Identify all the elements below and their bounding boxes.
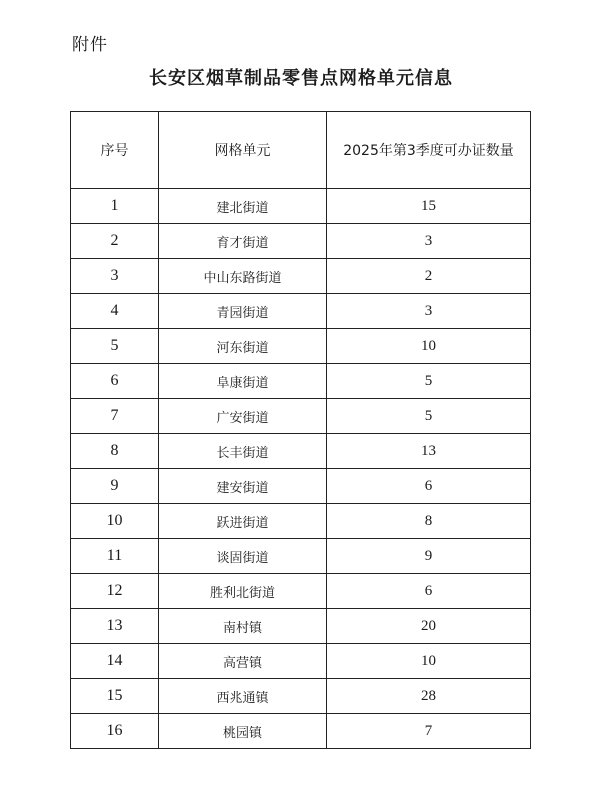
table-row [71,679,531,714]
row-quantity: 10 [327,329,531,364]
row-grid-unit: 胜利北街道 [159,574,327,609]
table-row [71,714,531,749]
row-index: 3 [71,259,159,294]
table-row [71,224,531,259]
row-index: 13 [71,609,159,644]
row-quantity: 28 [327,679,531,714]
row-quantity: 5 [327,399,531,434]
row-quantity: 13 [327,434,531,469]
row-grid-unit: 桃园镇 [159,714,327,749]
table-row [71,259,531,294]
table-row [71,364,531,399]
row-grid-unit: 建安街道 [159,469,327,504]
row-quantity: 7 [327,714,531,749]
row-quantity: 5 [327,364,531,399]
row-index: 14 [71,644,159,679]
row-index: 6 [71,364,159,399]
table-row [71,469,531,504]
table-row [71,434,531,469]
row-index: 5 [71,329,159,364]
table-row [71,539,531,574]
row-grid-unit: 高营镇 [159,644,327,679]
table-row [71,609,531,644]
table-header-row [71,112,531,189]
row-grid-unit: 阜康街道 [159,364,327,399]
row-quantity: 20 [327,609,531,644]
table-row [71,504,531,539]
row-quantity: 9 [327,539,531,574]
row-index: 2 [71,224,159,259]
table-row [71,399,531,434]
row-grid-unit: 育才街道 [159,224,327,259]
row-grid-unit: 谈固街道 [159,539,327,574]
row-index: 4 [71,294,159,329]
table-row [71,329,531,364]
row-index: 15 [71,679,159,714]
row-quantity: 3 [327,294,531,329]
row-grid-unit: 河东街道 [159,329,327,364]
table-row [71,574,531,609]
column-header-index: 序号 [71,112,159,189]
attachment-label: 附件 [72,35,108,55]
row-index: 9 [71,469,159,504]
row-index: 1 [71,189,159,224]
row-index: 7 [71,399,159,434]
row-grid-unit: 长丰街道 [159,434,327,469]
row-quantity: 6 [327,469,531,504]
row-quantity: 2 [327,259,531,294]
row-grid-unit: 西兆通镇 [159,679,327,714]
row-index: 16 [71,714,159,749]
table-row [71,189,531,224]
document-title: 长安区烟草制品零售点网格单元信息 [149,68,453,89]
row-grid-unit: 建北街道 [159,189,327,224]
row-grid-unit: 青园街道 [159,294,327,329]
grid-unit-table [70,111,531,749]
row-index: 8 [71,434,159,469]
row-quantity: 10 [327,644,531,679]
row-quantity: 6 [327,574,531,609]
row-index: 12 [71,574,159,609]
row-grid-unit: 中山东路街道 [159,259,327,294]
table-row [71,294,531,329]
column-header-grid-unit: 网格单元 [159,112,327,189]
row-grid-unit: 跃进街道 [159,504,327,539]
table-row [71,644,531,679]
row-quantity: 3 [327,224,531,259]
row-index: 11 [71,539,159,574]
row-index: 10 [71,504,159,539]
row-grid-unit: 南村镇 [159,609,327,644]
row-grid-unit: 广安街道 [159,399,327,434]
row-quantity: 8 [327,504,531,539]
row-quantity: 15 [327,189,531,224]
column-header-quantity: 2025年第3季度可办证数量 [327,112,531,189]
